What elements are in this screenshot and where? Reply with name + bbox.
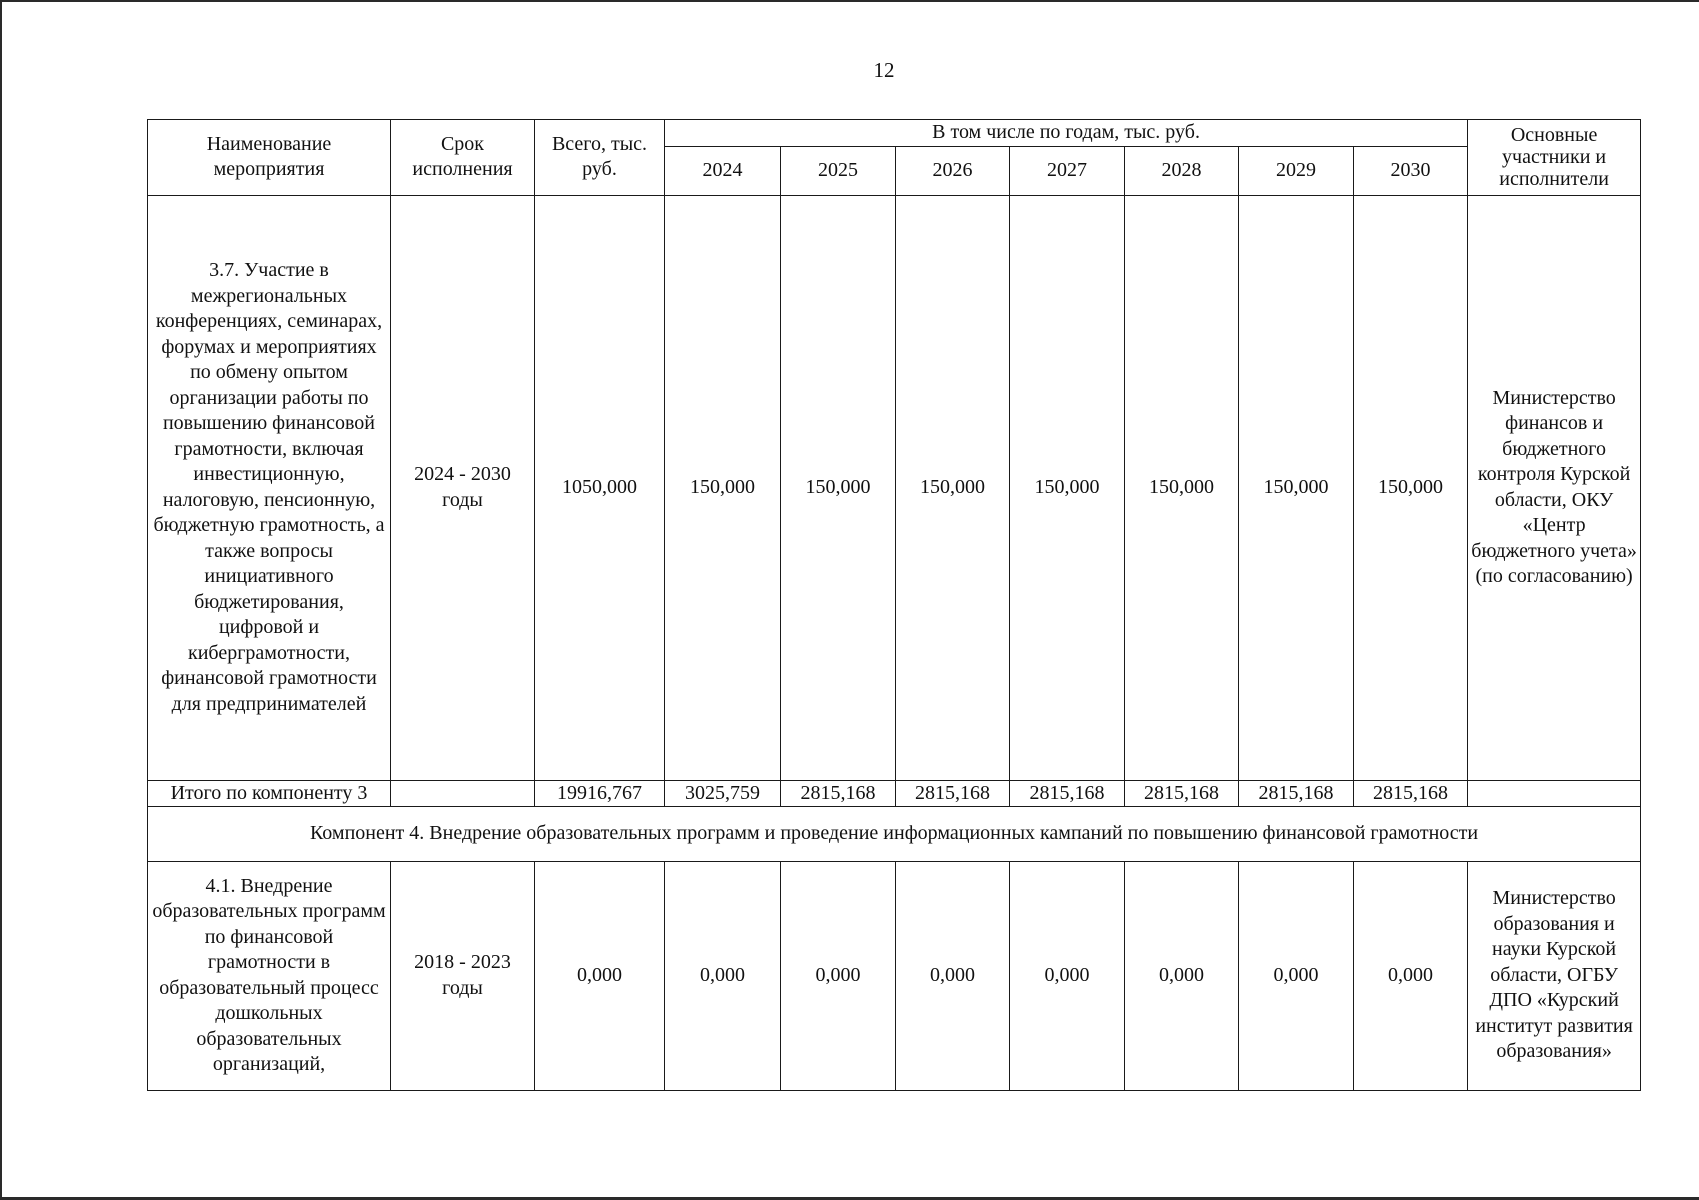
row-4-1-participants: Министерство образования и науки Курской области, ОГБУ ДПО «Курский институт развития образования»	[1468, 861, 1641, 1090]
table-row-3-7	[148, 195, 1641, 780]
row-3-7-year-2026: 150,000	[896, 195, 1010, 780]
row-4-1-name: 4.1. Внедрение образовательных программ по финансовой грамотности в образовательный процесс дошкольных образовательных организаций,	[148, 861, 391, 1090]
component-4-title: Компонент 4. Внедрение образовательных программ и проведение информационных кампаний по повышению финансовой грамотности	[148, 806, 1641, 861]
row-4-1-term: 2018 - 2023 годы	[391, 861, 535, 1090]
total-3-year-2028: 2815,168	[1125, 780, 1239, 806]
total-3-participants	[1468, 780, 1641, 806]
header-year-2024: 2024	[665, 146, 781, 195]
row-3-7-term: 2024 - 2030 годы	[391, 195, 535, 780]
total-3-term	[391, 780, 535, 806]
row-3-7-name: 3.7. Участие в межрегиональных конференциях, семинарах, форумах и мероприятиях по обмену опытом организации работы по повышению финансовой грамотности, включая инвестиционную, налоговую, пенсионную, бюджетную грамотность, а также вопросы инициативного бюджетирования, цифровой и киберграмотности, финансовой грамотности для предпринимателей	[148, 195, 391, 780]
header-participants: Основные участники и исполнители	[1468, 120, 1641, 196]
row-4-1-year-2030: 0,000	[1354, 861, 1468, 1090]
total-3-year-2026: 2815,168	[896, 780, 1010, 806]
total-3-year-2029: 2815,168	[1239, 780, 1354, 806]
row-4-1-year-2028: 0,000	[1125, 861, 1239, 1090]
header-name: Наименование мероприятия	[148, 120, 391, 196]
row-3-7-participants: Министерство финансов и бюджетного контроля Курской области, ОКУ «Центр бюджетного учета» (по согласованию)	[1468, 195, 1641, 780]
header-by-years: В том числе по годам, тыс. руб.	[665, 120, 1468, 147]
total-3-year-2027: 2815,168	[1010, 780, 1125, 806]
table-row-component-4	[148, 806, 1641, 861]
row-3-7-year-2030: 150,000	[1354, 195, 1468, 780]
row-3-7-year-2024: 150,000	[665, 195, 781, 780]
header-total: Всего, тыс. руб.	[535, 120, 665, 196]
header-term: Срок исполнения	[391, 120, 535, 196]
total-3-year-2024: 3025,759	[665, 780, 781, 806]
row-4-1-total: 0,000	[535, 861, 665, 1090]
row-4-1-year-2025: 0,000	[781, 861, 896, 1090]
total-3-year-2025: 2815,168	[781, 780, 896, 806]
row-4-1-year-2027: 0,000	[1010, 861, 1125, 1090]
scan-edge-left	[0, 0, 2, 1200]
header-year-2026: 2026	[896, 146, 1010, 195]
row-3-7-year-2029: 150,000	[1239, 195, 1354, 780]
header-year-2029: 2029	[1239, 146, 1354, 195]
row-3-7-year-2028: 150,000	[1125, 195, 1239, 780]
header-year-2030: 2030	[1354, 146, 1468, 195]
total-3-total: 19916,767	[535, 780, 665, 806]
scan-edge-top	[0, 0, 1699, 2]
total-3-name: Итого по компоненту 3	[148, 780, 391, 806]
row-4-1-year-2026: 0,000	[896, 861, 1010, 1090]
total-3-year-2030: 2815,168	[1354, 780, 1468, 806]
row-3-7-year-2025: 150,000	[781, 195, 896, 780]
row-3-7-total: 1050,000	[535, 195, 665, 780]
row-3-7-year-2027: 150,000	[1010, 195, 1125, 780]
header-year-2028: 2028	[1125, 146, 1239, 195]
table-row-total-component-3	[148, 780, 1641, 806]
table-row-4-1	[148, 861, 1641, 1090]
header-year-2025: 2025	[781, 146, 896, 195]
row-4-1-year-2029: 0,000	[1239, 861, 1354, 1090]
header-year-2027: 2027	[1010, 146, 1125, 195]
budget-table	[147, 119, 1641, 1091]
row-4-1-year-2024: 0,000	[665, 861, 781, 1090]
page-number: 12	[873, 58, 895, 82]
header-row-1	[148, 120, 1641, 147]
